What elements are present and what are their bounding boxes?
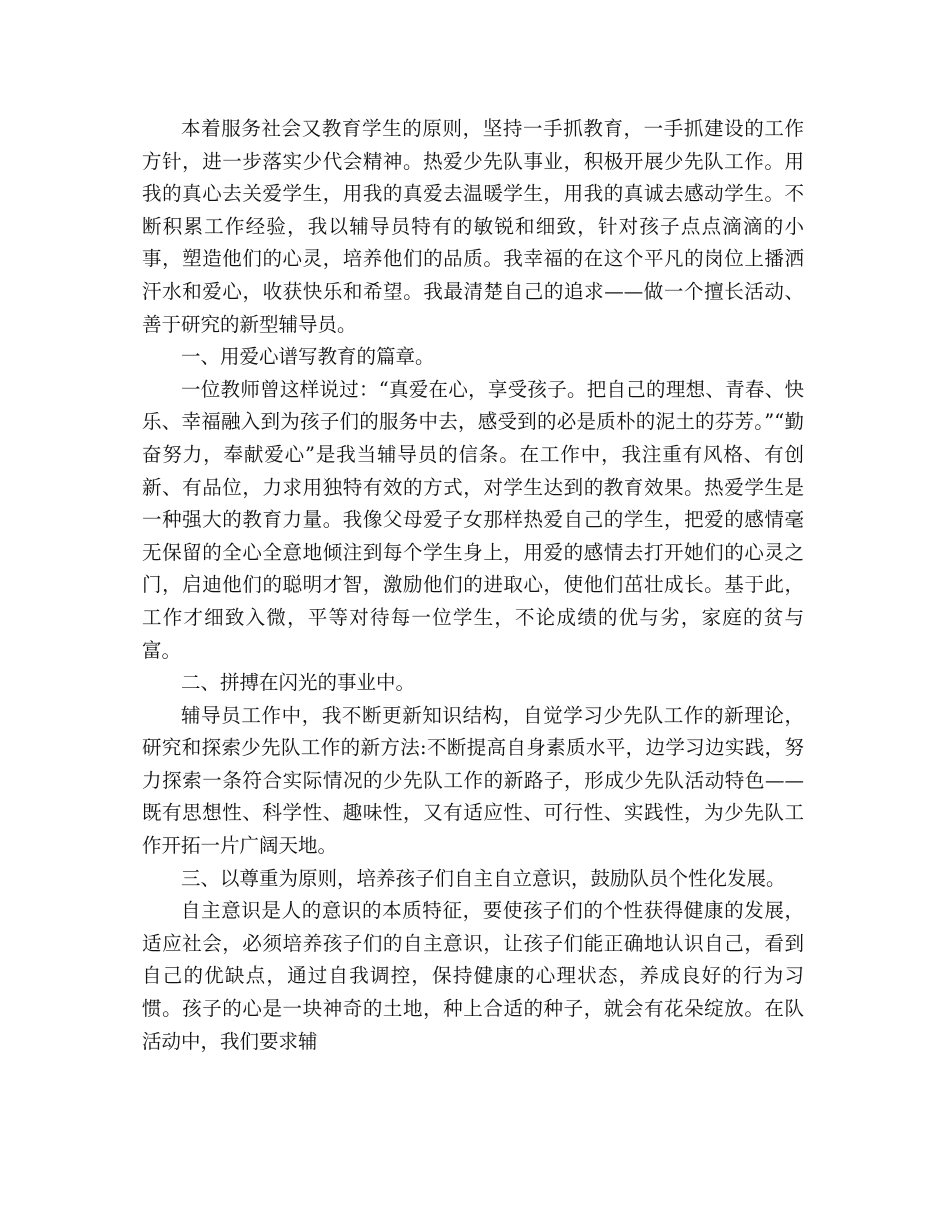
document-page [142, 113, 804, 1058]
section-heading-2: 二、拼搏在闪光的事业中。 [181, 671, 416, 695]
section-2-paragraph: 辅导员工作中，我不断更新知识结构，自觉学习少先队工作的新理论，研究和探索少先队工作的新方法:不断提高自身素质水平，边学习边实践，努力探索一条符合实际情况的少先队工作的新路子，形成少先队活动特色——既有思想性、科学性、趣味性，又有适应性、可行性、实践性，为少先队工作开拓一片广阔天地。 [142, 703, 804, 858]
section-heading-3: 三、以尊重为原则，培养孩子们自主自立意识，鼓励队员个性化发展。 [181, 866, 786, 890]
intro-paragraph: 本着服务社会又教育学生的原则，坚持一手抓教育，一手抓建设的工作方针，进一步落实少代会精神。热爱少先队事业，积极开展少先队工作。用我的真心去关爱学生，用我的真爱去温暖学生，用我的真诚去感动学生。不断积累工作经验，我以辅导员特有的敏锐和细致，针对孩子点点滴滴的小事，塑造他们的心灵，培养他们的品质。我幸福的在这个平凡的岗位上播洒汗水和爱心，收获快乐和希望。我最清楚自己的追求——做一个擅长活动、善于研究的新型辅导员。 [142, 117, 804, 336]
section-heading-1: 一、用爱心谱写教育的篇章。 [181, 345, 435, 369]
section-1-paragraph: 一位教师曾这样说过：“真爱在心，享受孩子。把自己的理想、青春、快乐、幸福融入到为孩子们的服务中去，感受到的必是质朴的泥土的芬芳。”“勤奋努力，奉献爱心”是我当辅导员的信条。在工作中，我注重有风格、有创新、有品位，力求用独特有效的方式，对学生达到的教育效果。热爱学生是一种强大的教育力量。我像父母爱子女那样热爱自己的学生，把爱的感情毫无保留的全心全意地倾注到每个学生身上，用爱的感情去打开她们的心灵之门，启迪他们的聪明才智，激励他们的进取心，使他们茁壮成长。基于此，工作才细致入微，平等对待每一位学生，不论成绩的优与劣，家庭的贫与富。 [142, 377, 804, 662]
section-3-paragraph: 自主意识是人的意识的本质特征，要使孩子们的个性获得健康的发展，适应社会，必须培养孩子们的自主意识，让孩子们能正确地认识自己，看到自己的优缺点，通过自我调控，保持健康的心理状态，养成良好的行为习惯。孩子的心是一块神奇的土地，种上合适的种子，就会有花朵绽放。在队活动中，我们要求辅 [142, 899, 804, 1053]
